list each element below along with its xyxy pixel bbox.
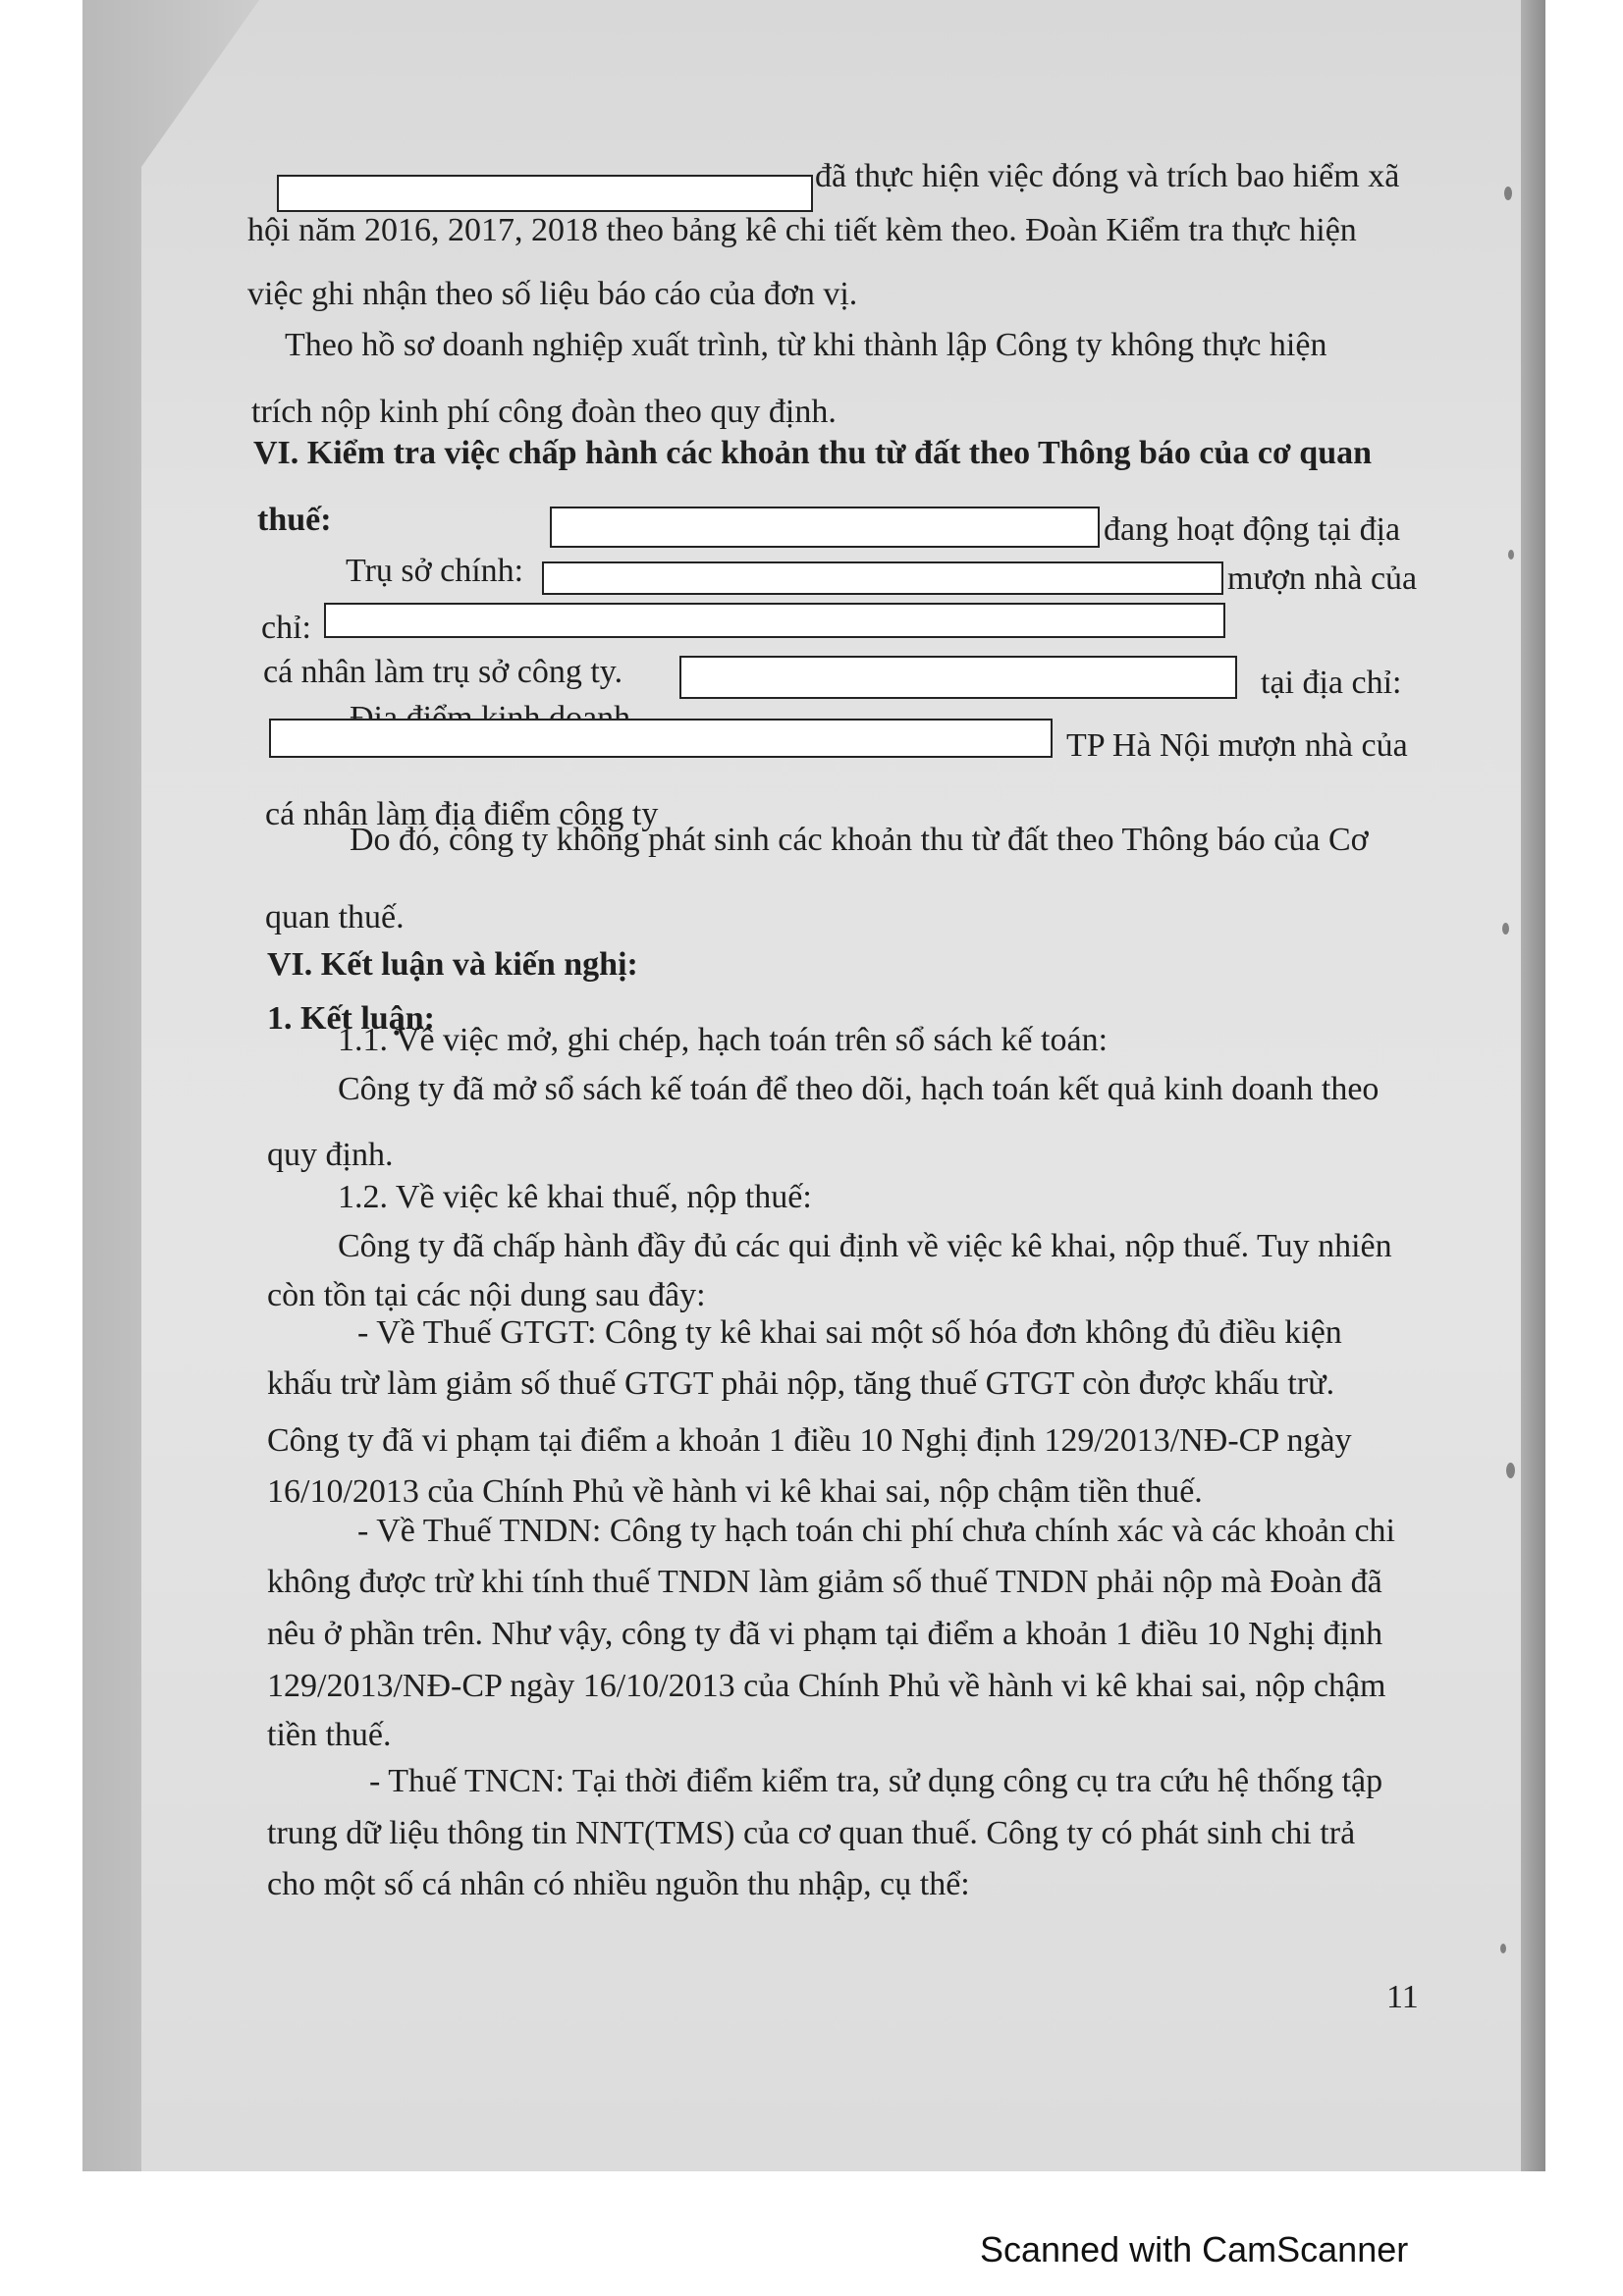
doc-line: nêu ở phần trên. Như vậy, công ty đã vi phạm tại điểm a khoản 1 điều 10 Nghị định xyxy=(267,1616,1383,1652)
doc-line: việc ghi nhận theo số liệu báo cáo của đơn vị. xyxy=(247,276,858,312)
redaction-box xyxy=(269,719,1053,758)
doc-line: - Thuế TNCN: Tại thời điểm kiểm tra, sử dụng công cụ tra cứu hệ thống tập xyxy=(369,1763,1383,1799)
doc-line: cá nhân làm trụ sở công ty. xyxy=(263,654,623,690)
section-heading: VI. Kết luận và kiến nghị: xyxy=(267,946,638,983)
doc-line: không được trừ khi tính thuế TNDN làm giảm số thuế TNDN phải nộp mà Đoàn đã xyxy=(267,1564,1382,1600)
doc-line: đã thực hiện việc đóng và trích bao hiểm xã xyxy=(815,158,1400,194)
doc-line: tiền thuế. xyxy=(267,1717,392,1753)
scan-speck xyxy=(1502,923,1509,934)
doc-line: trích nộp kinh phí công đoàn theo quy định. xyxy=(251,394,837,430)
doc-line: Công ty đã chấp hành đầy đủ các qui định về việc kê khai, nộp thuế. Tuy nhiên xyxy=(338,1228,1392,1264)
redaction-box xyxy=(324,603,1225,638)
page-number: 11 xyxy=(1386,1979,1419,2015)
doc-line: Công ty đã mở sổ sách kế toán để theo dõi, hạch toán kết quả kinh doanh theo xyxy=(338,1071,1380,1107)
doc-line: - Về Thuế TNDN: Công ty hạch toán chi phí chưa chính xác và các khoản chi xyxy=(357,1513,1396,1549)
redaction-box xyxy=(550,507,1100,548)
redaction-box xyxy=(542,561,1223,595)
camscanner-watermark: Scanned with CamScanner xyxy=(980,2229,1409,2269)
redaction-box xyxy=(277,175,813,212)
doc-line: chỉ: xyxy=(261,610,311,646)
doc-line: quy định. xyxy=(267,1137,394,1173)
doc-line: cá nhân làm địa điểm công ty xyxy=(265,796,659,832)
section-heading: thuế: xyxy=(257,502,332,538)
doc-line: quan thuế. xyxy=(265,899,405,935)
redaction-box xyxy=(679,656,1237,699)
doc-line: hội năm 2016, 2017, 2018 theo bảng kê chi tiết kèm theo. Đoàn Kiểm tra thực hiện xyxy=(247,212,1357,248)
scan-speck xyxy=(1508,550,1514,560)
page-edge xyxy=(1521,0,1545,2171)
doc-line: còn tồn tại các nội dung sau đây: xyxy=(267,1277,706,1313)
doc-line: cho một số cá nhân có nhiều nguồn thu nhập, cụ thể: xyxy=(267,1866,970,1902)
doc-line: 129/2013/NĐ-CP ngày 16/10/2013 của Chính Phủ về hành vi kê khai sai, nộp chậm xyxy=(267,1668,1386,1704)
doc-line: Theo hồ sơ doanh nghiệp xuất trình, từ khi thành lập Công ty không thực hiện xyxy=(285,327,1327,363)
doc-line: Trụ sở chính: xyxy=(346,553,524,589)
doc-line: tại địa chỉ: xyxy=(1261,665,1402,701)
doc-line: 16/10/2013 của Chính Phủ về hành vi kê khai sai, nộp chậm tiền thuế. xyxy=(267,1473,1203,1510)
doc-line: 1.1. Về việc mở, ghi chép, hạch toán trên sổ sách kế toán: xyxy=(338,1022,1109,1058)
doc-line: khấu trừ làm giảm số thuế GTGT phải nộp, tăng thuế GTGT còn được khấu trừ. xyxy=(267,1365,1335,1402)
doc-line: - Về Thuế GTGT: Công ty kê khai sai một số hóa đơn không đủ điều kiện xyxy=(357,1314,1342,1351)
scan-speck xyxy=(1506,1463,1515,1478)
scan-speck xyxy=(1504,187,1512,200)
doc-line: trung dữ liệu thông tin NNT(TMS) của cơ quan thuế. Công ty có phát sinh chi trả xyxy=(267,1815,1356,1851)
subsection-heading: 1. Kết luận: xyxy=(267,1000,435,1037)
doc-line: mượn nhà của xyxy=(1227,561,1418,597)
scan-speck xyxy=(1500,1944,1506,1953)
doc-line: Do đó, công ty không phát sinh các khoản thu từ đất theo Thông báo của Cơ xyxy=(350,822,1369,858)
doc-line: TP Hà Nội mượn nhà của xyxy=(1066,727,1408,764)
section-heading: VI. Kiểm tra việc chấp hành các khoản thu từ đất theo Thông báo của cơ quan xyxy=(253,435,1373,471)
doc-line: đang hoạt động tại địa xyxy=(1104,511,1401,548)
doc-line: Công ty đã vi phạm tại điểm a khoản 1 điều 10 Nghị định 129/2013/NĐ-CP ngày xyxy=(267,1422,1352,1459)
doc-line: 1.2. Về việc kê khai thuế, nộp thuế: xyxy=(338,1179,812,1215)
